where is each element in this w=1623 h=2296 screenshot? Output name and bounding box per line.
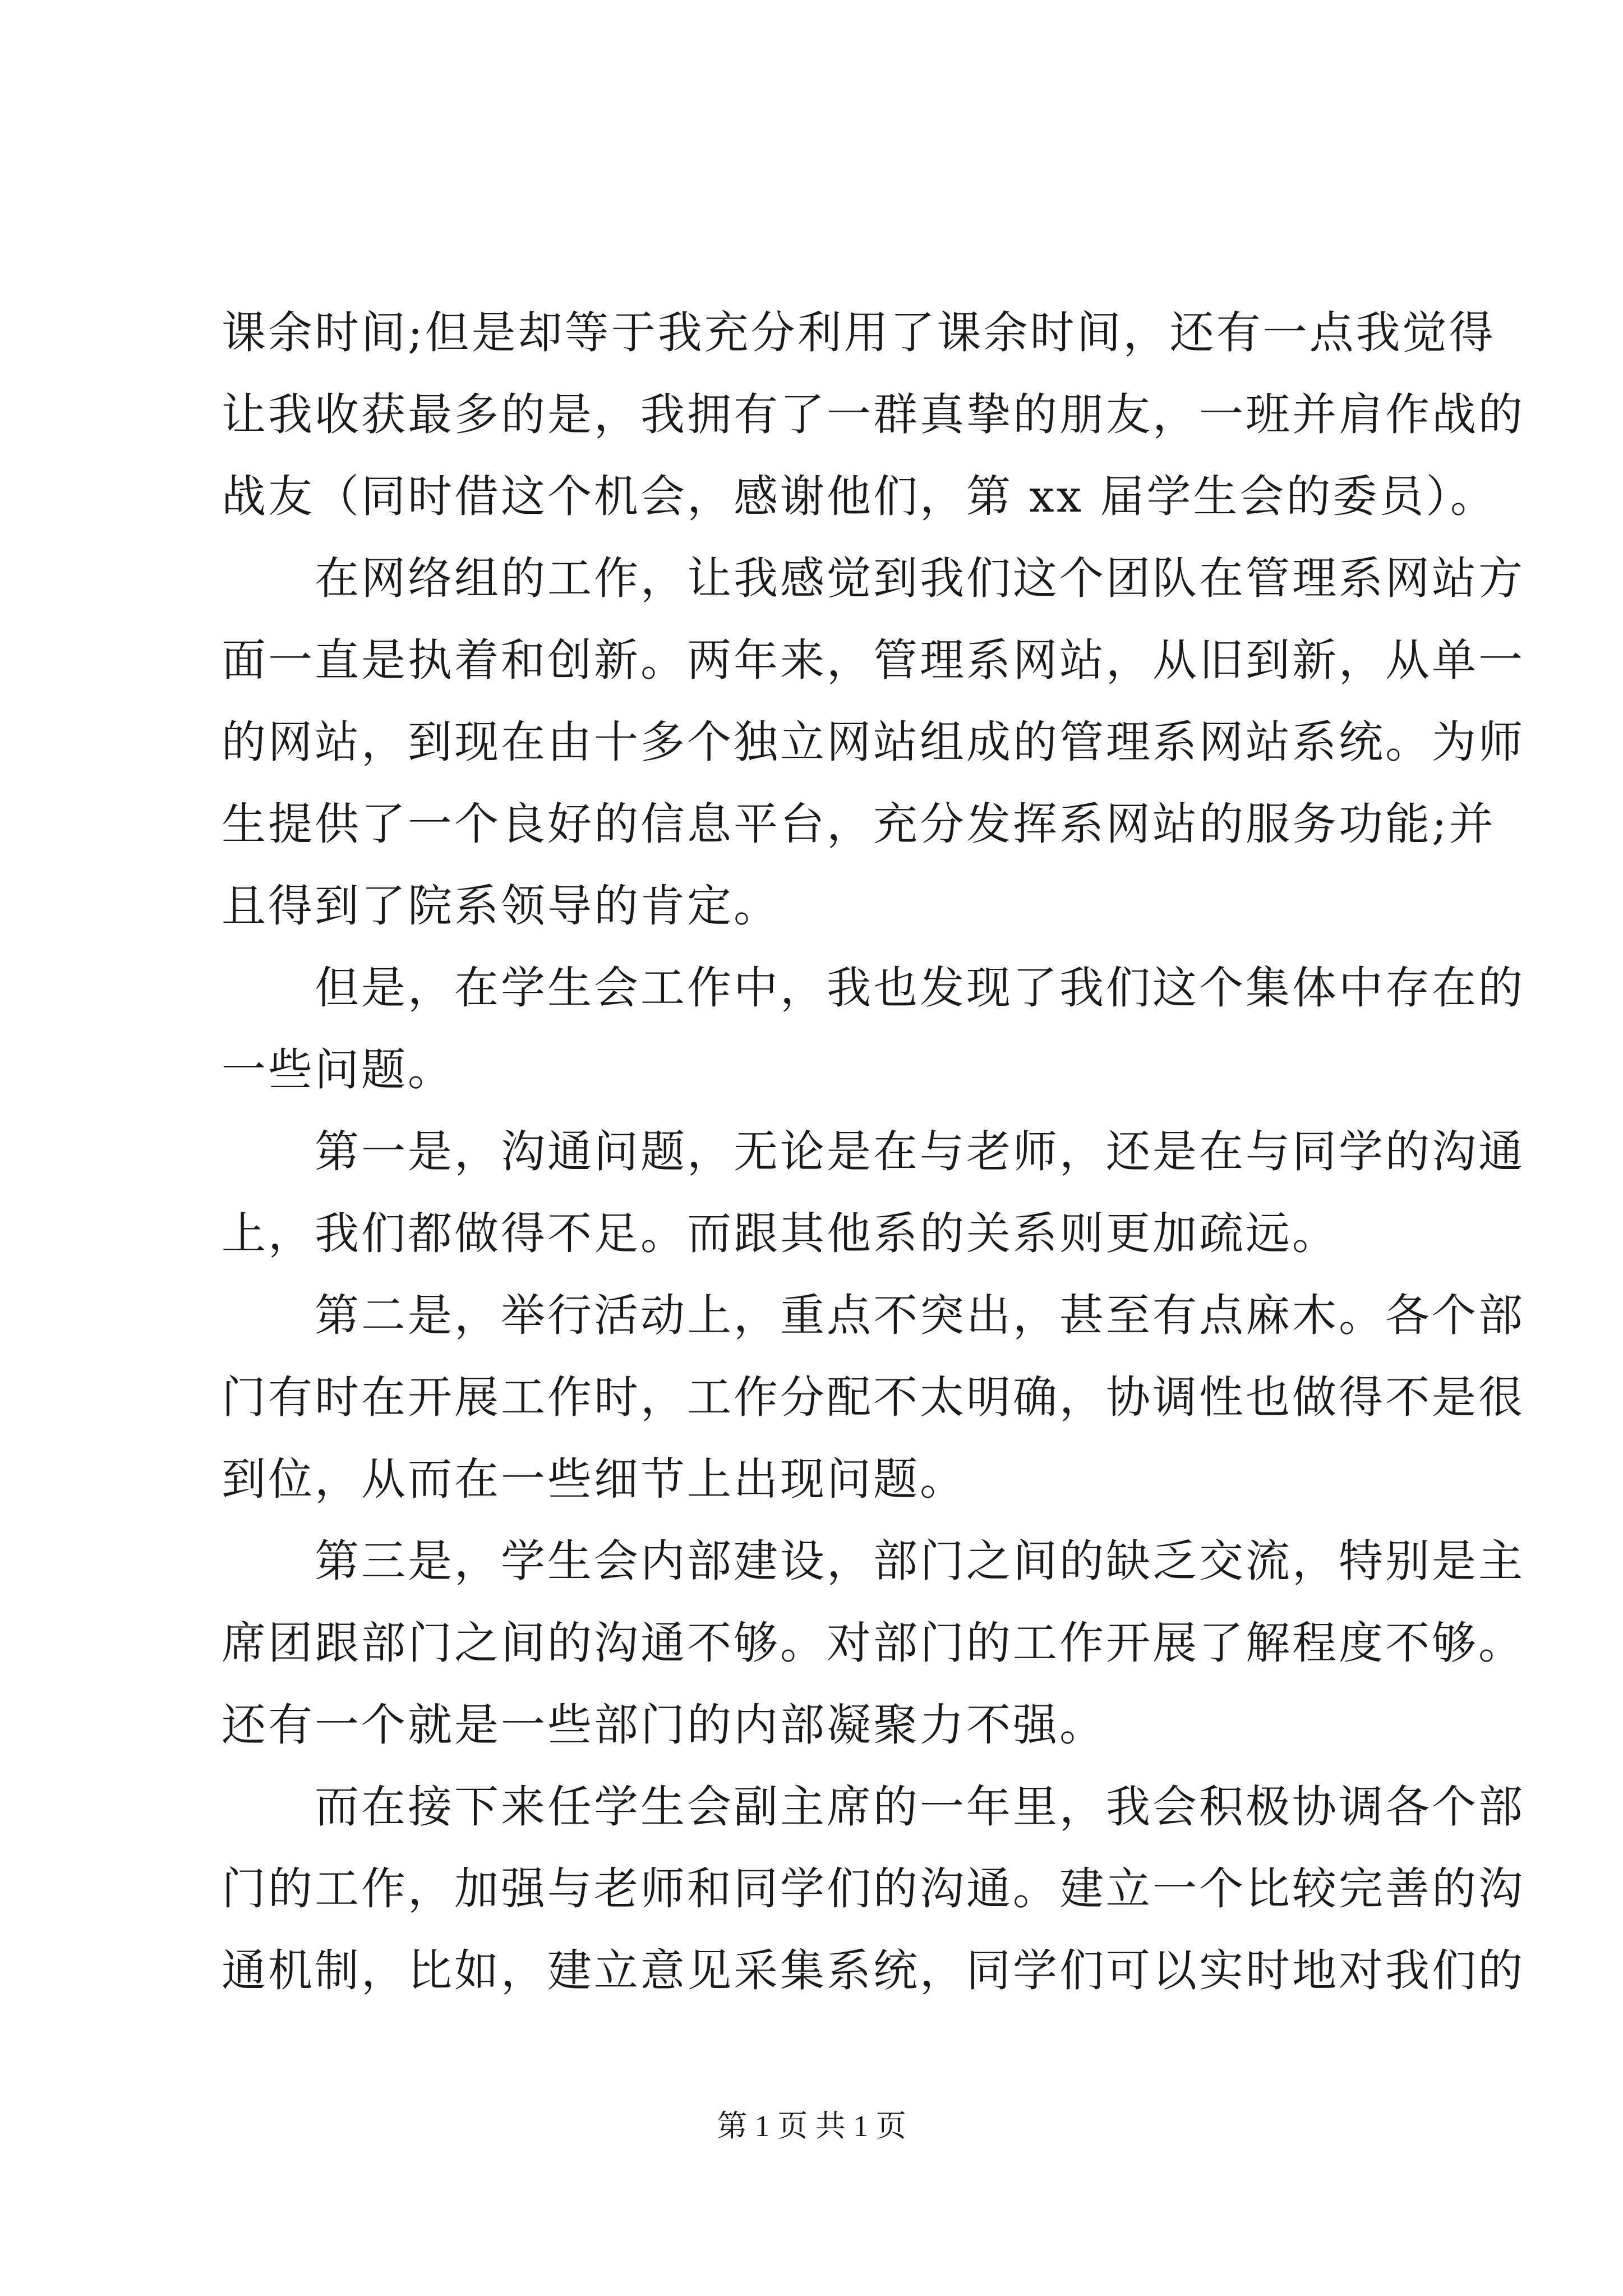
text-line: 通机制，比如，建立意见采集系统，同学们可以实时地对我们的 — [222, 1945, 1525, 1996]
text-line: 面一直是执着和创新。两年来，管理系网站，从旧到新，从单一 — [222, 634, 1525, 686]
text-line: 生提供了一个良好的信息平台，充分发挥系网站的服务功能;并 — [222, 798, 1496, 850]
text-line: 但是，在学生会工作中，我也发现了我们这个集体中存在的 — [222, 962, 1525, 1014]
text-line: 在网络组的工作，让我感觉到我们这个团队在管理系网站方 — [222, 553, 1525, 604]
text-line: 一些问题。 — [222, 1044, 454, 1096]
text-line: 课余时间;但是却等于我充分利用了课余时间，还有一点我觉得 — [222, 307, 1496, 358]
text-line: 第二是，举行活动上，重点不突出，甚至有点麻木。各个部 — [222, 1290, 1525, 1341]
page-footer — [0, 2104, 1623, 2148]
text-line: 门有时在开展工作时，工作分配不太明确，协调性也做得不是很 — [222, 1372, 1525, 1423]
text-line: 上，我们都做得不足。而跟其他系的关系则更加疏远。 — [222, 1208, 1339, 1259]
text-line: 第三是，学生会内部建设，部门之间的缺乏交流，特别是主 — [222, 1535, 1525, 1587]
text-line: 席团跟部门之间的沟通不够。对部门的工作开展了解程度不够。 — [222, 1617, 1525, 1669]
text-line: 门的工作，加强与老师和同学们的沟通。建立一个比较完善的沟 — [222, 1863, 1525, 1915]
text-line: 而在接下来任学生会副主席的一年里，我会积极协调各个部 — [222, 1781, 1525, 1833]
text-line: 到位，从而在一些细节上出现问题。 — [222, 1453, 966, 1505]
text-line: 让我收获最多的是，我拥有了一群真挚的朋友，一班并肩作战的 — [222, 389, 1525, 440]
text-line: 的网站，到现在由十多个独立网站组成的管理系网站系统。为师 — [222, 716, 1525, 768]
text-line: 且得到了院系领导的肯定。 — [222, 880, 780, 932]
text-line: 战友（同时借这个机会，感谢他们，第 xx 届学生会的委员）。 — [222, 471, 1497, 522]
page-number-label: 第 1 页 共 1 页 — [717, 2109, 906, 2143]
text-line: 还有一个就是一些部门的内部凝聚力不强。 — [222, 1699, 1106, 1751]
text-line: 第一是，沟通问题，无论是在与老师，还是在与同学的沟通 — [222, 1126, 1525, 1177]
document-body — [222, 292, 1525, 2012]
